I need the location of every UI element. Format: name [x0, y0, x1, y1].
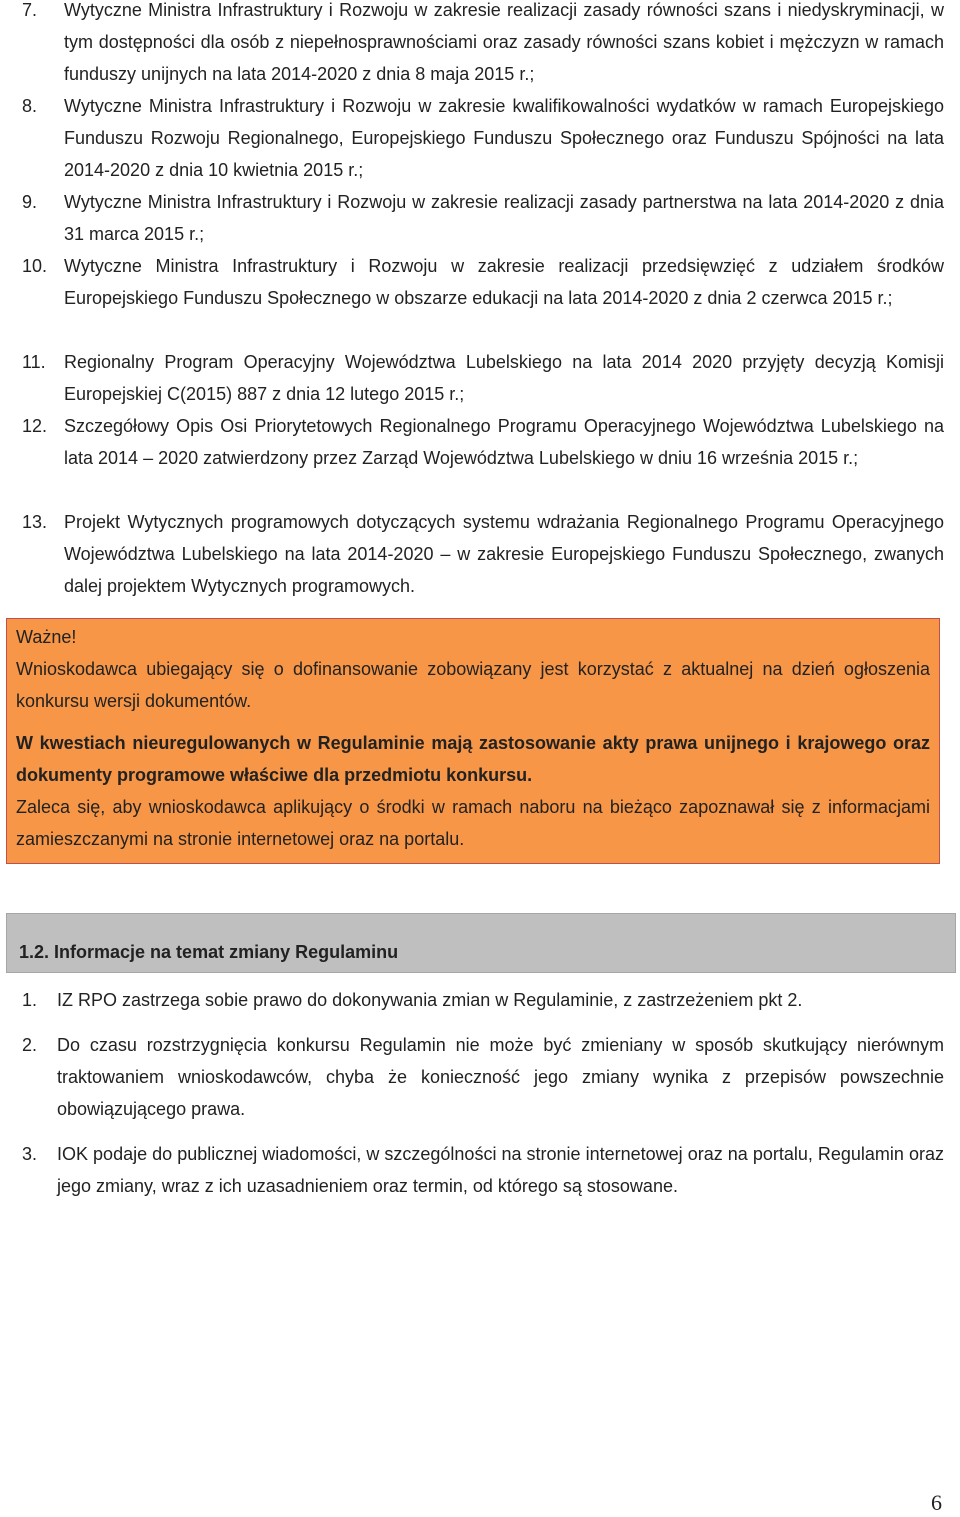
list-number: 13. — [22, 512, 48, 532]
notice-box — [6, 618, 940, 864]
notice-paragraph-2: W kwestiach nieuregulowanych w Regulaminie mają zastosowanie akty prawa unijnego i krajowego oraz dokumenty programowe właściwe dla przedmiotu konkursu. — [16, 733, 930, 785]
list-number: 1. — [22, 990, 38, 1010]
section-title: 1.2. Informacje na temat zmiany Regulaminu — [19, 942, 399, 962]
list-item: Wytyczne Ministra Infrastruktury i Rozwoju w zakresie kwalifikowalności wydatków w ramach Europejskiego Funduszu Rozwoju Regionalnego, Europejskiego Funduszu Społecznego oraz Funduszu Spójności na lata 2014-2020 z dnia 10 kwietnia 2015 r.; — [64, 96, 944, 180]
list-item: Wytyczne Ministra Infrastruktury i Rozwoju w zakresie realizacji zasady równości szans i niedyskryminacji, w tym dostępności dla osób z niepełnosprawnościami oraz zasady równości szans kobiet i mężczyzn w ramach funduszy unijnych na lata 2014-2020 z dnia 8 maja 2015 r.; — [64, 0, 944, 84]
list-item: Do czasu rozstrzygnięcia konkursu Regulamin nie może być zmieniany w sposób skutkujący nierównym traktowaniem wnioskodawców, chyba że konieczność jego zmiany wynika z przepisów powszechnie obowiązującego prawa. — [57, 1035, 944, 1119]
section-header — [6, 913, 956, 973]
list-number: 12. — [22, 416, 48, 436]
list-number: 8. — [22, 96, 38, 116]
page-number: 6 — [931, 1490, 942, 1515]
list-number: 10. — [22, 256, 48, 276]
list-number: 7. — [22, 0, 38, 20]
notice-title: Ważne! — [16, 627, 77, 647]
list-number: 11. — [22, 352, 46, 372]
list-item: Wytyczne Ministra Infrastruktury i Rozwoju w zakresie realizacji zasady partnerstwa na lata 2014-2020 z dnia 31 marca 2015 r.; — [64, 192, 944, 244]
list-item: Wytyczne Ministra Infrastruktury i Rozwoju w zakresie realizacji przedsięwzięć z udziałem środków Europejskiego Funduszu Społecznego w obszarze edukacji na lata 2014-2020 z dnia 2 czerwca 2015 r.; — [64, 256, 944, 308]
list-item: Szczegółowy Opis Osi Priorytetowych Regionalnego Programu Operacyjnego Województwa Lubelskiego na lata 2014 – 2020 zatwierdzony przez Zarząd Województwa Lubelskiego w dniu 16 września 2015 r.; — [64, 416, 944, 468]
list-item: Projekt Wytycznych programowych dotyczących systemu wdrażania Regionalnego Programu Operacyjnego Województwa Lubelskiego na lata 2014-2020 – w zakresie Europejskiego Funduszu Społecznego, zwanych dalej projektem Wytycznych programowych. — [64, 512, 944, 596]
list-number: 9. — [22, 192, 38, 212]
list-item: Regionalny Program Operacyjny Województwa Lubelskiego na lata 2014 2020 przyjęty decyzją Komisji Europejskiej C(2015) 887 z dnia 12 lutego 2015 r.; — [64, 352, 944, 404]
list-number: 2. — [22, 1035, 38, 1055]
notice-paragraph-3: Zaleca się, aby wnioskodawca aplikujący o środki w ramach naboru na bieżąco zapoznawał się z informacjami zamieszczanymi na stronie internetowej oraz na portalu. — [16, 797, 930, 849]
list-item: IZ RPO zastrzega sobie prawo do dokonywania zmian w Regulaminie, z zastrzeżeniem pkt 2. — [57, 990, 803, 1010]
notice-paragraph-1: Wnioskodawca ubiegający się o dofinansowanie zobowiązany jest korzystać z aktualnej na dzień ogłoszenia konkursu wersji dokumentów. — [16, 659, 930, 711]
list-item: IOK podaje do publicznej wiadomości, w szczególności na stronie internetowej oraz na portalu, Regulamin oraz jego zmiany, wraz z ich uzasadnieniem oraz termin, od którego są stosowane. — [57, 1144, 944, 1196]
list-number: 3. — [22, 1144, 38, 1164]
